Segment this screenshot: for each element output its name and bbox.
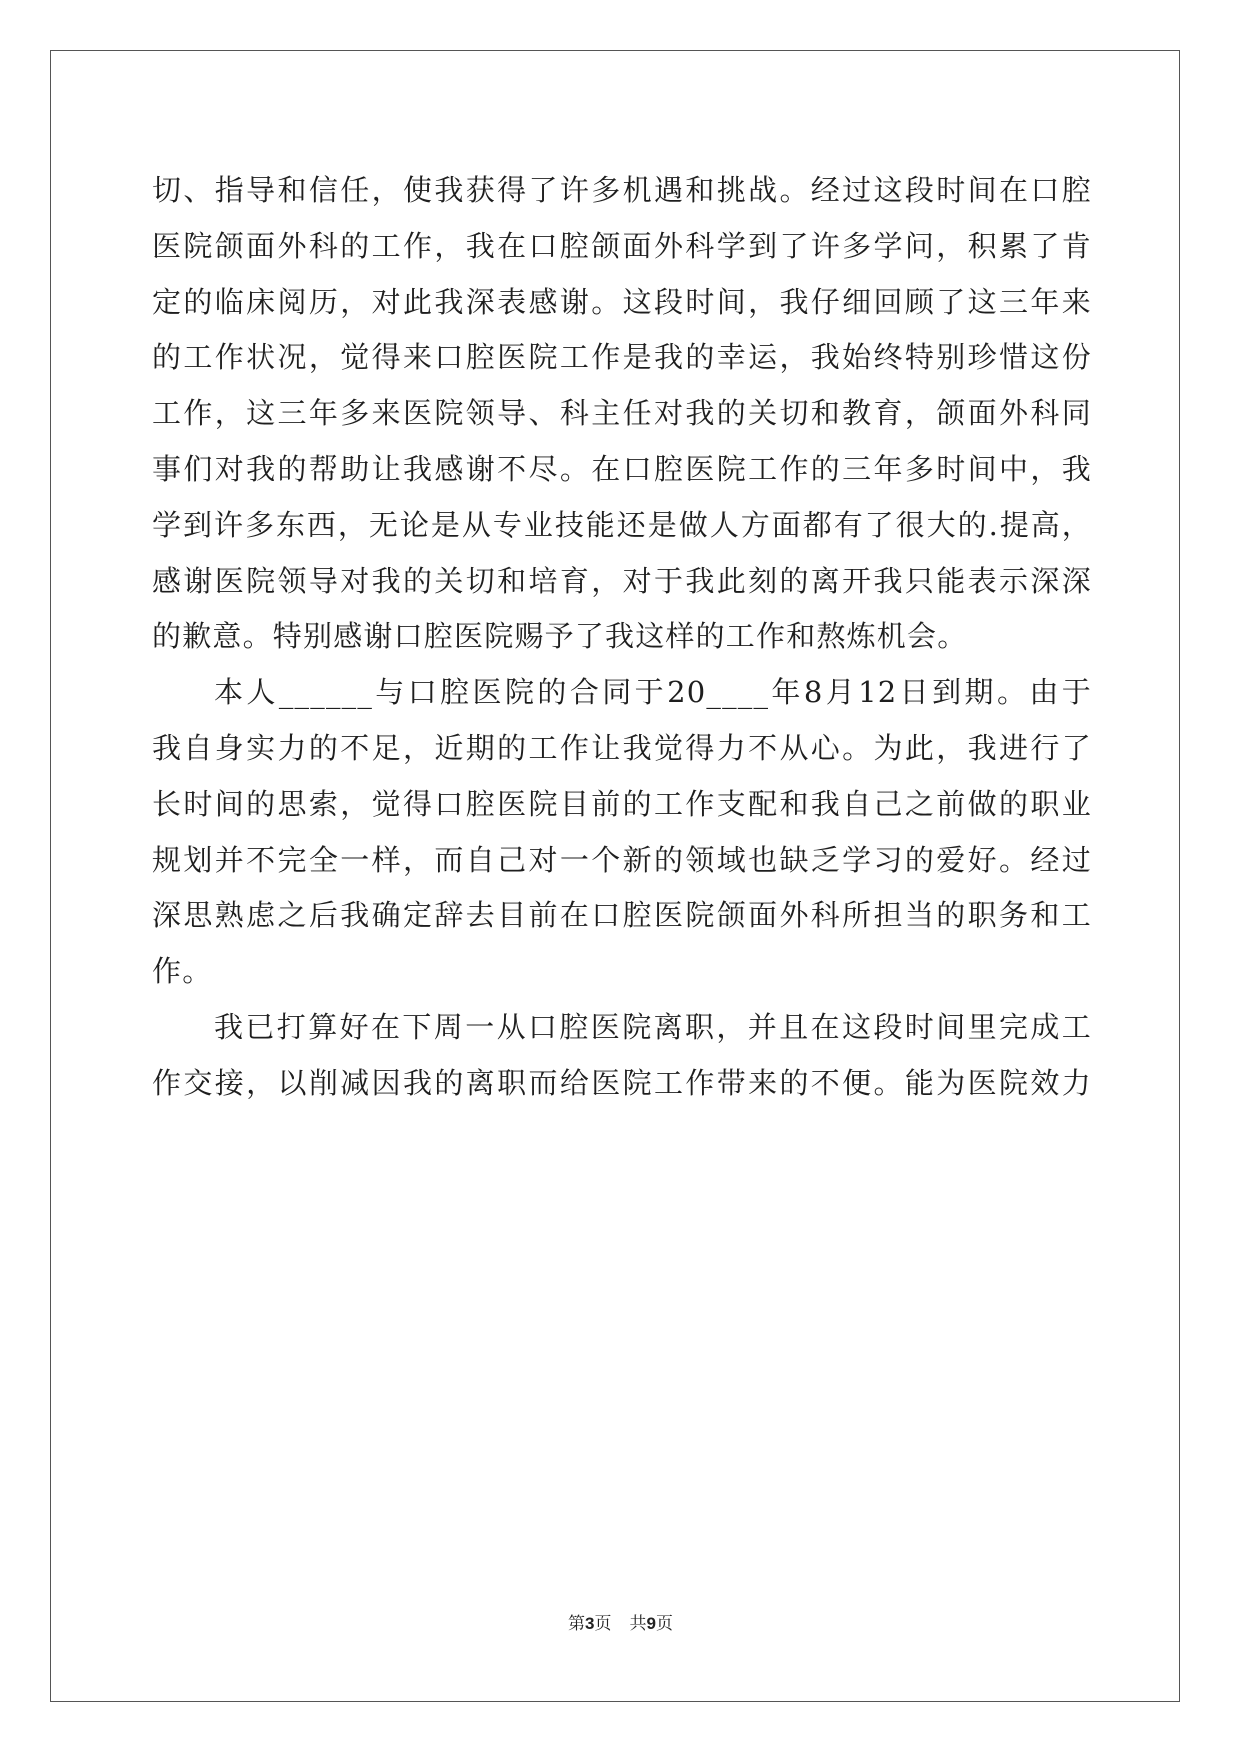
text-line: 深思熟虑之后我确定辞去目前在口腔医院颌面外科所担当的职务和工 bbox=[152, 898, 1092, 932]
text-line: 学到许多东西，无论是从专业技能还是做人方面都有了很大的.提高， bbox=[152, 508, 1092, 542]
text-line: 事们对我的帮助让我感谢不尽。在口腔医院工作的三年多时间中，我 bbox=[152, 452, 1092, 486]
text-line: 我自身实力的不足，近期的工作让我觉得力不从心。为此，我进行了 bbox=[152, 731, 1092, 765]
text-line: 长时间的思索，觉得口腔医院目前的工作支配和我自己之前做的职业 bbox=[152, 787, 1092, 821]
total-suffix: 页 bbox=[655, 1614, 673, 1634]
text-line: 切、指导和信任，使我获得了许多机遇和挑战。经过这段时间在口腔 bbox=[152, 173, 1092, 207]
text-line: 的工作状况，觉得来口腔医院工作是我的幸运，我始终特别珍惜这份 bbox=[152, 340, 1092, 374]
page-footer bbox=[0, 1612, 1241, 1636]
text-line: 感谢医院领导对我的关切和培育，对于我此刻的离开我只能表示深深 bbox=[152, 564, 1092, 598]
page-suffix: 页 bbox=[594, 1614, 612, 1634]
text-line: 医院颌面外科的工作，我在口腔颌面外科学到了许多学问，积累了肯 bbox=[152, 229, 1092, 263]
text-line: 的歉意。特别感谢口腔医院赐予了我这样的工作和熬炼机会。 bbox=[152, 619, 968, 653]
paragraph-start-line: 本人______与口腔医院的合同于20____年8月12日到期。由于 bbox=[214, 675, 1092, 709]
total-pages: 9 bbox=[646, 1614, 656, 1633]
text-line: 规划并不完全一样，而自己对一个新的领域也缺乏学习的爱好。经过 bbox=[152, 843, 1092, 877]
text-line: 工作，这三年多来医院领导、科主任对我的关切和教育，颌面外科同 bbox=[152, 396, 1092, 430]
paragraph-start-line: 我已打算好在下周一从口腔医院离职，并且在这段时间里完成工 bbox=[214, 1010, 1092, 1044]
page-number: 3 bbox=[585, 1614, 595, 1633]
text-line: 定的临床阅历，对此我深表感谢。这段时间，我仔细回顾了这三年来 bbox=[152, 285, 1092, 319]
total-prefix: 共 bbox=[629, 1614, 647, 1634]
text-line: 作交接，以削减因我的离职而给医院工作带来的不便。能为医院效力 bbox=[152, 1066, 1092, 1100]
page-prefix: 第 bbox=[568, 1614, 586, 1634]
text-line: 作。 bbox=[152, 954, 213, 988]
